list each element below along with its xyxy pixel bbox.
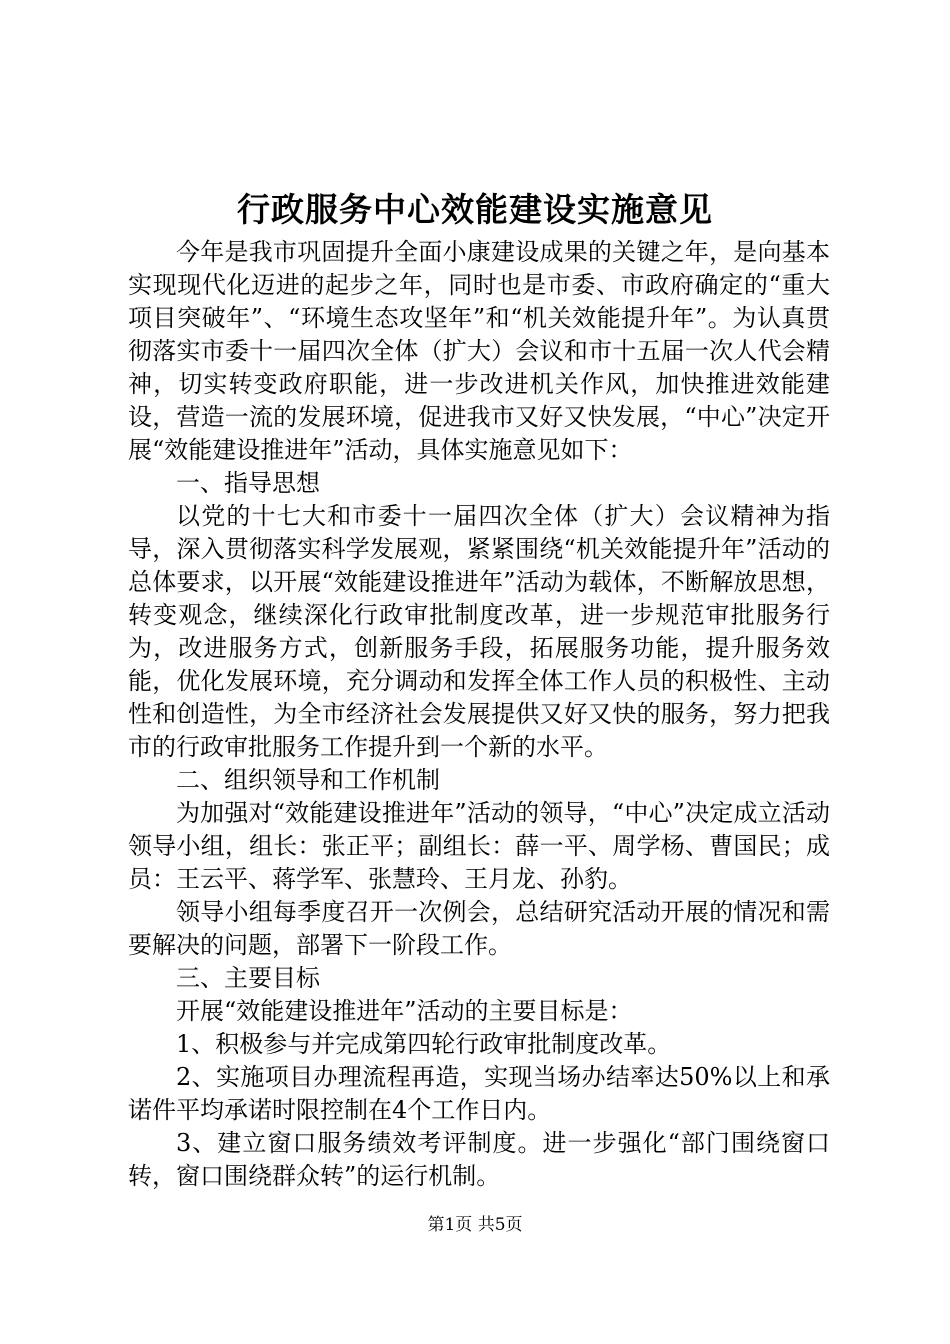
goal-item-3: 3、建立窗口服务绩效考评制度。进一步强化“部门围绕窗口转，窗口围绕群众转”的运行机制。 bbox=[128, 1129, 830, 1190]
goal-item-2: 2、实施项目办理流程再造，实现当场办结率达50%以上和承诺件平均承诺时限控制在4个工作日内。 bbox=[128, 1063, 830, 1124]
section-heading-guiding-ideology: 一、指导思想 bbox=[176, 469, 320, 497]
organization-paragraph: 为加强对“效能建设推进年”活动的领导，“中心”决定成立活动领导小组，组长：张正平；副组长：薛一平、周学杨、曹国民；成员：王云平、蒋学军、张慧玲、王月龙、孙豹。 bbox=[128, 799, 830, 893]
main-goals-intro: 开展“效能建设推进年”活动的主要目标是： bbox=[176, 997, 633, 1025]
document-title: 行政服务中心效能建设实施意见 bbox=[237, 190, 713, 229]
page-number-footer: 第1页 共5页 bbox=[427, 1215, 523, 1235]
section-heading-main-goals: 三、主要目标 bbox=[176, 964, 320, 992]
intro-paragraph: 今年是我市巩固提升全面小康建设成果的关键之年，是向基本实现现代化迈进的起步之年，同时也是市委、市政府确定的“重大项目突破年”、“环境生态攻坚年”和“机关效能提升年”。为认真贯彻落实市委十一届四次全体（扩大）会议和市十五届一次人代会精神，切实转变政府职能，进一步改进机关作风，加快推进效能建设，营造一流的发展环境，促进我市又好又快发展，“中心”决定开展“效能建设推进年”活动，具体实施意见如下： bbox=[128, 238, 830, 464]
document-body bbox=[128, 236, 830, 1193]
section-heading-organization: 二、组织领导和工作机制 bbox=[176, 766, 440, 794]
meeting-paragraph: 领导小组每季度召开一次例会，总结研究活动开展的情况和需要解决的问题，部署下一阶段工作。 bbox=[128, 898, 830, 959]
goal-item-1: 1、积极参与并完成第四轮行政审批制度改革。 bbox=[176, 1030, 672, 1058]
guiding-ideology-paragraph: 以党的十七大和市委十一届四次全体（扩大）会议精神为指导，深入贯彻落实科学发展观，紧紧围绕“机关效能提升年”活动的总体要求，以开展“效能建设推进年”活动为载体，不断解放思想，转变观念，继续深化行政审批制度改革，进一步规范审批服务行为，改进服务方式，创新服务手段，拓展服务功能，提升服务效能，优化发展环境，充分调动和发挥全体工作人员的积极性、主动性和创造性，为全市经济社会发展提供又好又快的服务，努力把我市的行政审批服务工作提升到一个新的水平。 bbox=[128, 502, 830, 761]
